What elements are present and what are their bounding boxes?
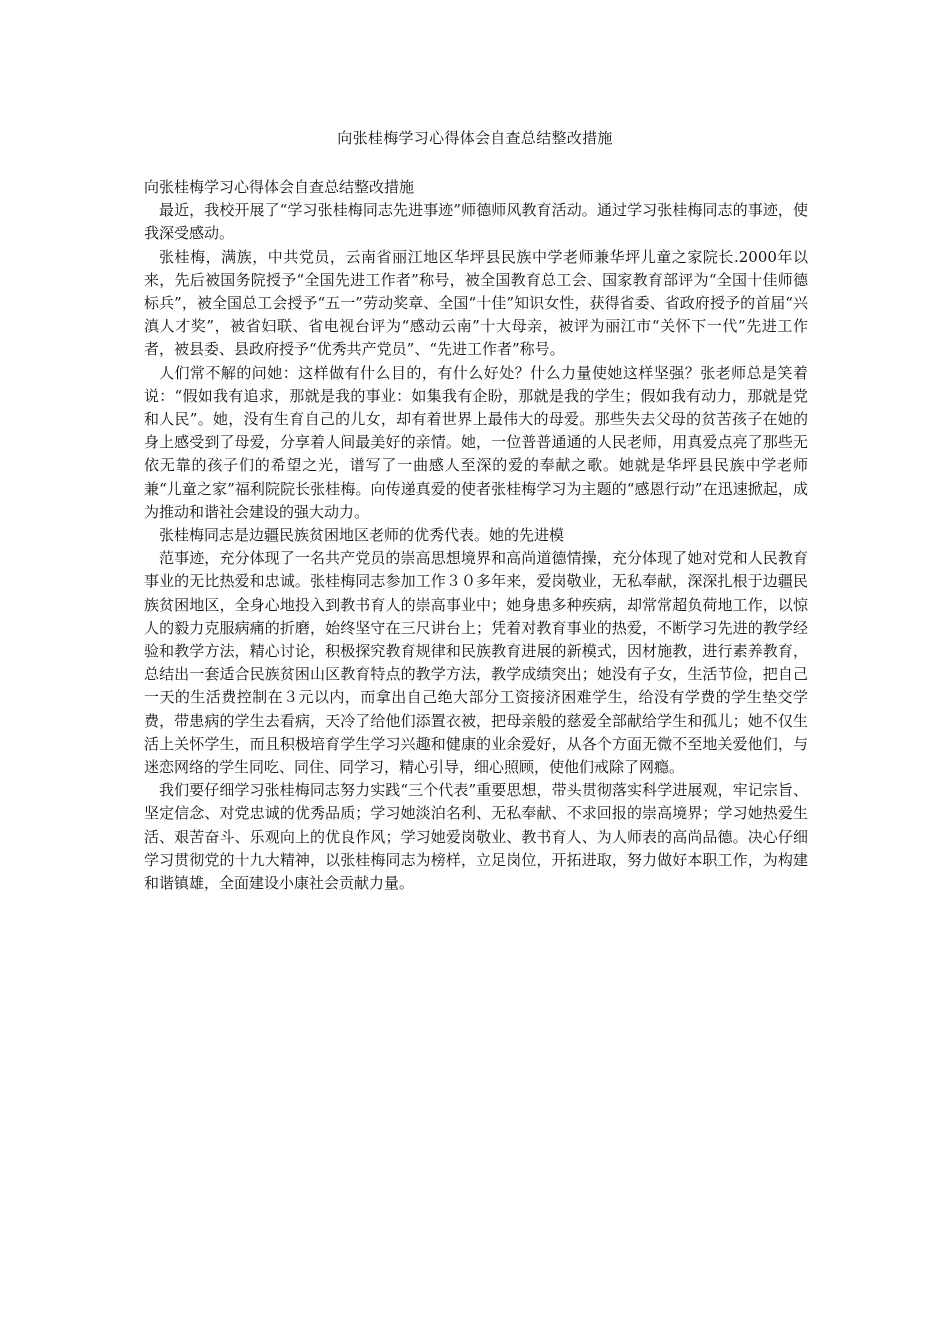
paragraph-resolution: 我们要仔细学习张桂梅同志努力实践“三个代表”重要思想，带头贯彻落实科学进展观，牢记宗旨、坚定信念、对党忠诚的优秀品质；学习她淡泊名利、无私奉献、不求回报的崇高境界；学习她热爱生活、艰苦奋斗、乐观向上的优良作风；学习她爱岗敬业、教书育人、为人师表的高尚品德。决心仔细学习贯彻党的十九大精神，以张桂梅同志为榜样，立足岗位，开拓进取，努力做好本职工作，为构建和谐镇雄，全面建设小康社会贡献力量。 xyxy=(144,781,808,893)
document-body xyxy=(144,176,808,895)
paragraph-biography: 张桂梅，满族，中共党员，云南省丽江地区华坪县民族中学老师兼华坪儿童之家院长.2000年以来，先后被国务院授予“全国先进工作者”称号，被全国教育总工会、国家教育部评为“全国十佳师德标兵”，被全国总工会授予“五一”劳动奖章、全国“十佳”知识女性，获得省委、省政府授予的首届“兴滇人才奖”，被省妇联、省电视台评为“感动云南”十大母亲，被评为丽江市“关怀下一代”先进工作者，被县委、县政府授予“优秀共产党员”、“先进工作者”称号。 xyxy=(144,247,808,359)
body-heading: 向张桂梅学习心得体会自查总结整改措施 xyxy=(144,178,415,196)
document-title: 向张桂梅学习心得体会自查总结整改措施 xyxy=(337,129,613,147)
paragraph-representative: 张桂梅同志是边疆民族贫困地区老师的优秀代表。她的先进模 xyxy=(159,526,565,545)
paragraph-intro: 最近，我校开展了“学习张桂梅同志先进事迹”师德师风教育活动。通过学习张桂梅同志的事迹，使我深受感动。 xyxy=(144,201,808,243)
paragraph-achievements: 范事迹，充分体现了一名共产党员的崇高思想境界和高尚道德情操，充分体现了她对党和人民教育事业的无比热爱和忠诚。张桂梅同志参加工作３０多年来，爱岗敬业，无私奉献，深深扎根于边疆民族贫困地区，全身心地投入到教书育人的崇高事业中；她身患多种疾病，却常常超负荷地工作，以惊人的毅力克服病痛的折磨，始终坚守在三尺讲台上；凭着对教育事业的热爱，不断学习先进的教学经验和教学方法，精心讨论，积极探究教育规律和民族教育进展的新模式，因材施教，进行素养教育，总结出一套适合民族贫困山区教育特点的教学方法，教学成绩突出；她没有子女，生活节俭，把自己一天的生活费控制在３元以内，而拿出自己绝大部分工资接济困难学生，给没有学费的学生垫交学费，带患病的学生去看病，天冷了给他们添置衣被，把母亲般的慈爱全部献给学生和孤儿；她不仅生活上关怀学生，而且积极培育学生学习兴趣和健康的业余爱好，从各个方面无微不至地关爱他们，与迷恋网络的学生同吃、同住、同学习，精心引导，细心照顾，使他们戒除了网瘾。 xyxy=(144,549,808,777)
paragraph-motivation: 人们常不解的问她：这样做有什么目的，有什么好处？什么力量使她这样坚强？张老师总是笑着说：“假如我有追求，那就是我的事业：如集我有企盼，那就是我的学生；假如我有动力，那就是党和人民”。她，没有生育自己的儿女，却有着世界上最伟大的母爱。那些失去父母的贫苦孩子在她的身上感受到了母爱，分享着人间最美好的亲情。她，一位普普通通的人民老师，用真爱点亮了那些无依无靠的孩子们的希望之光，谱写了一曲感人至深的爱的奉献之歌。她就是华坪县民族中学老师兼“儿童之家”福利院院长张桂梅。向传递真爱的使者张桂梅学习为主题的“感恩行动”在迅速掀起，成为推动和谐社会建设的强大动力。 xyxy=(144,363,808,521)
